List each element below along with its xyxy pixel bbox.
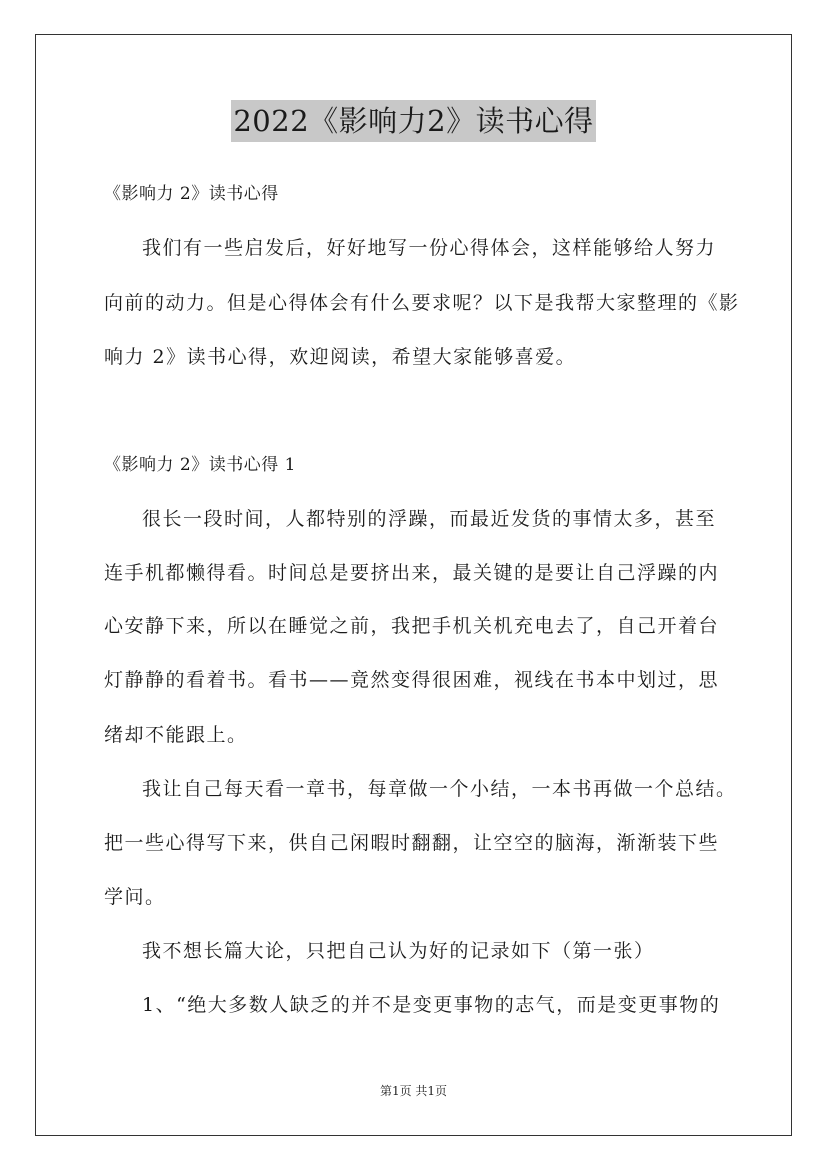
section-heading: 《影响力 2》读书心得 1 xyxy=(104,455,296,475)
document-title: 2022《影响力2》读书心得 xyxy=(231,100,595,142)
intro-line-2: 向前的动力。但是心得体会有什么要求呢？以下是我帮大家整理的《影 xyxy=(104,292,740,314)
paragraph2-line-3: 学问。 xyxy=(104,886,166,908)
paragraph2-line-2: 把一些心得写下来，供自己闲暇时翻翻，让空空的脑海，渐渐装下些 xyxy=(104,832,720,854)
paragraph1-line-5: 绪却不能跟上。 xyxy=(104,724,248,746)
title-container xyxy=(0,100,827,142)
page-footer: 第1页 共1页 xyxy=(379,1084,448,1098)
paragraph1-line-3: 心安静下来，所以在睡觉之前，我把手机关机充电去了，自己开着台 xyxy=(104,615,720,637)
paragraph1-line-4: 灯静静的看着书。看书——竟然变得很困难，视线在书本中划过，思 xyxy=(104,669,720,691)
paragraph4-line-1: 1、“绝大多数人缺乏的并不是变更事物的志气，而是变更事物的 xyxy=(142,994,721,1016)
paragraph1-line-2: 连手机都懒得看。时间总是要挤出来，最关键的是要让自己浮躁的内 xyxy=(104,562,720,584)
paragraph2-line-1: 我让自己每天看一章书，每章做一个小结，一本书再做一个总结。 xyxy=(142,778,737,800)
document-subtitle: 《影响力 2》读书心得 xyxy=(104,184,279,204)
paragraph3-line-1: 我不想长篇大论，只把自己认为好的记录如下（第一张） xyxy=(142,940,655,962)
intro-line-1: 我们有一些启发后，好好地写一份心得体会，这样能够给人努力 xyxy=(142,237,717,259)
intro-line-3: 响力 2》读书心得，欢迎阅读，希望大家能够喜爱。 xyxy=(104,346,577,368)
paragraph1-line-1: 很长一段时间，人都特别的浮躁，而最近发货的事情太多，甚至 xyxy=(142,508,717,530)
